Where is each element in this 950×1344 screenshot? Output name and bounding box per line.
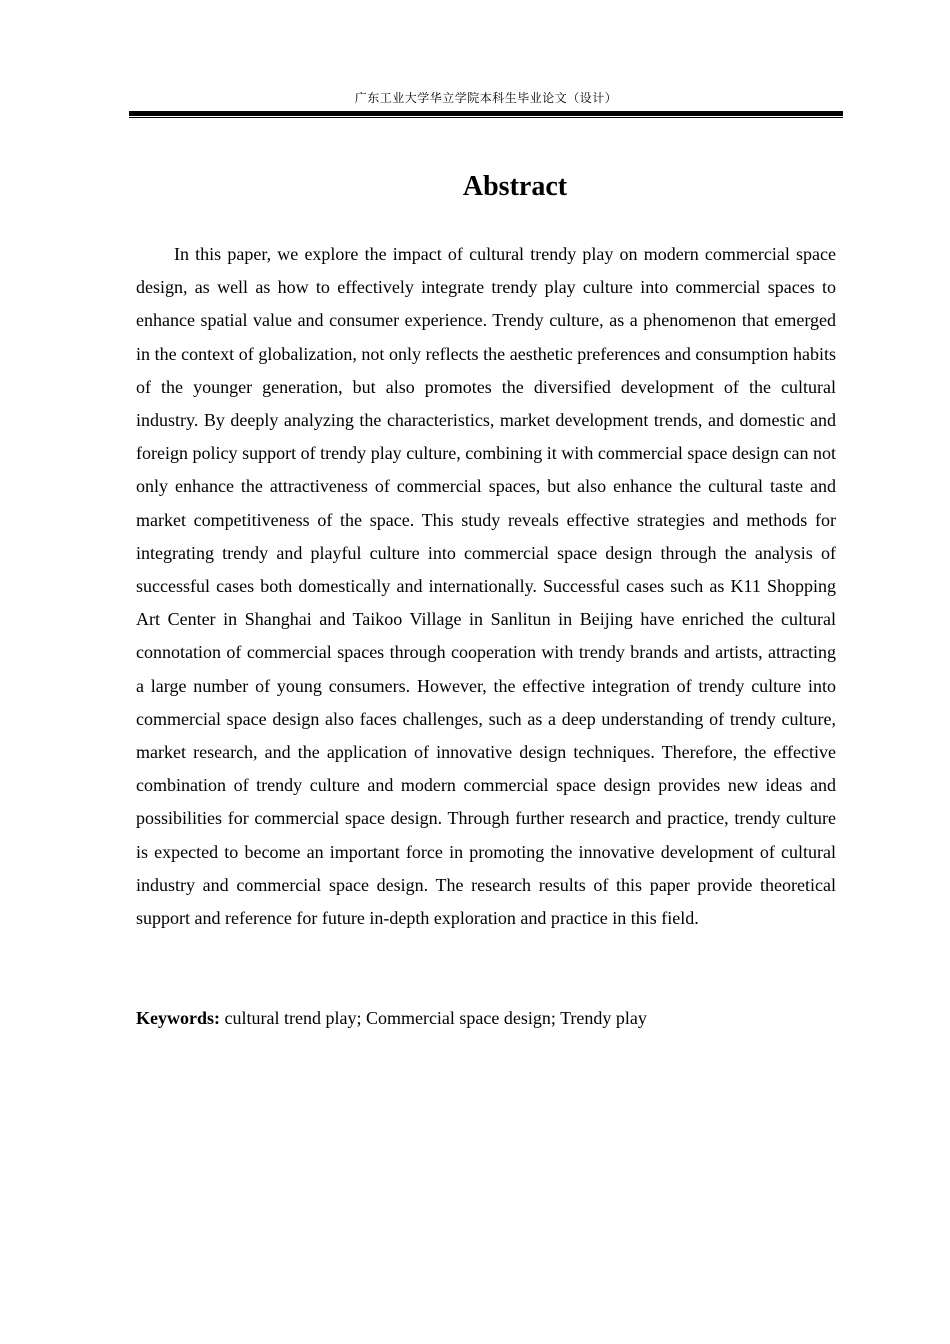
keywords-text: cultural trend play; Commercial space design; Trendy play [220, 1008, 647, 1028]
abstract-body: In this paper, we explore the impact of cultural trendy play on modern commercial space design, as well as how to effectively integrate trendy play culture into commercial spaces to enhance spatial value and consumer experience. Trendy culture, as a phenomenon that emerged in the context of globalization, not only reflects the aesthetic preferences and consumption habits of the younger generation, but also promotes the diversified development of the cultural industry. By deeply analyzing the characteristics, market development trends, and domestic and foreign policy support of trendy play culture, combining it with commercial space design can not only enhance the attractiveness of commercial spaces, but also enhance the cultural taste and market competitiveness of the space. This study reveals effective strategies and methods for integrating trendy and playful culture into commercial space design through the analysis of successful cases both domestically and internationally. Successful cases such as K11 Shopping Art Center in Shanghai and Taikoo Village in Sanlitun in Beijing have enriched the cultural connotation of commercial spaces through cooperation with trendy brands and artists, attracting a large number of young consumers. However, the effective integration of trendy culture into commercial space design also faces challenges, such as a deep understanding of trendy culture, market research, and the application of innovative design techniques. Therefore, the effective combination of trendy culture and modern commercial space design provides new ideas and possibilities for commercial space design. Through further research and practice, trendy culture is expected to become an important force in promoting the innovative development of cultural industry and commercial space design. The research results of this paper provide theoretical support and reference for future in-depth exploration and practice in this field. [136, 244, 836, 929]
abstract-title: Abstract [462, 171, 568, 202]
header-rule-thick [129, 111, 843, 116]
header-rule-thin [129, 117, 843, 118]
keywords-line [136, 1003, 836, 1033]
keywords-label: Keywords: [136, 1008, 220, 1028]
running-header: 广东工业大学华立学院本科生毕业论文（设计） [354, 91, 618, 105]
